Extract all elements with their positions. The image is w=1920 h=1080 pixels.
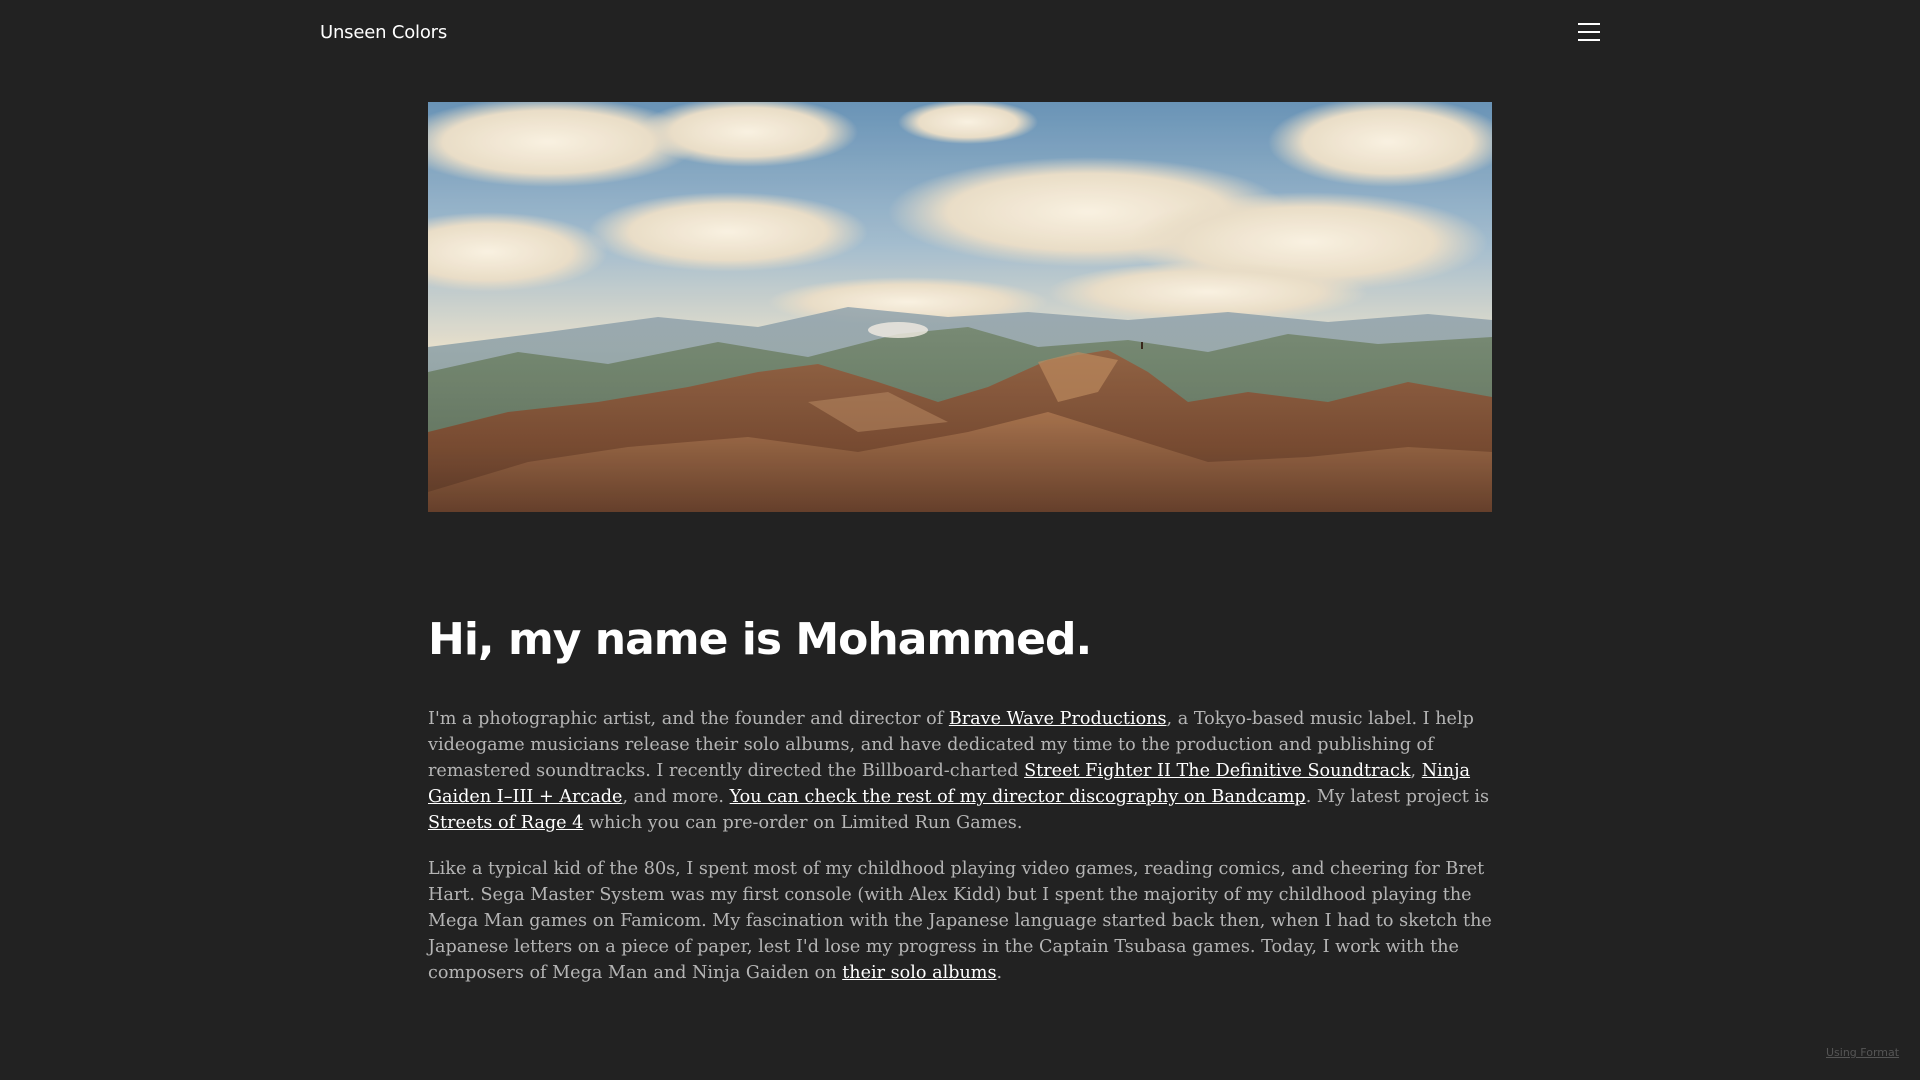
brave-wave-link[interactable]: Brave Wave Productions bbox=[948, 709, 1167, 729]
street-fighter-link[interactable]: Street Fighter II The Definitive Soundtrack bbox=[1024, 761, 1411, 781]
intro-paragraph bbox=[428, 706, 1492, 836]
text-span: I'm a photographic artist, and the founder and director of bbox=[428, 709, 949, 729]
menu-line bbox=[1578, 31, 1600, 33]
text-span: Like a typical kid of the 80s, I spent most of my childhood playing video games, reading comics, and cheering for Bret Hart. Sega Master System was my first console (with Alex Kidd) but I spent the majority of my childhood playing the Mega Man games on Famicom. My fascination with the Japanese language started back then, when I had to sketch the Japanese letters on a piece of paper, lest I'd lose my progress in the Captain Tsubasa games. Today, I work with the composers of Mega Man and Ninja Gaiden on bbox=[428, 859, 1492, 983]
page-title: Hi, my name is Mohammed. bbox=[428, 614, 1092, 665]
mountain-landscape-image bbox=[428, 102, 1492, 512]
streets-of-rage-link[interactable]: Streets of Rage 4 bbox=[428, 813, 584, 833]
format-credit-link[interactable]: Using Format bbox=[1826, 1046, 1900, 1059]
main-content bbox=[428, 610, 1492, 1006]
menu-line bbox=[1578, 23, 1600, 25]
site-title-link[interactable]: Unseen Colors bbox=[320, 22, 448, 43]
text-span: . bbox=[996, 963, 1003, 983]
text-span: which you can pre-order on Limited Run Games. bbox=[583, 813, 1023, 833]
hero-image bbox=[428, 102, 1492, 512]
ninja-gaiden-link[interactable]: Ninja Gaiden I–III + Arcade bbox=[428, 761, 1471, 807]
text-span: , a Tokyo-based music label. I help videogame musicians release their solo albums, and have dedicated my time to the production and publishing of remastered soundtracks. I recently directed the Billboard-charted bbox=[428, 709, 1474, 781]
menu-line bbox=[1578, 39, 1600, 41]
solo-albums-link[interactable]: their solo albums bbox=[842, 963, 997, 983]
text-span: . My latest project is bbox=[1305, 787, 1490, 807]
bandcamp-discography-link[interactable]: You can check the rest of my director discography on Bandcamp bbox=[729, 787, 1306, 807]
childhood-paragraph bbox=[428, 856, 1492, 986]
text-span: , and more. bbox=[622, 787, 730, 807]
site-header bbox=[0, 0, 1920, 66]
text-span: , bbox=[1410, 761, 1422, 781]
hamburger-menu-icon[interactable] bbox=[1578, 22, 1600, 44]
